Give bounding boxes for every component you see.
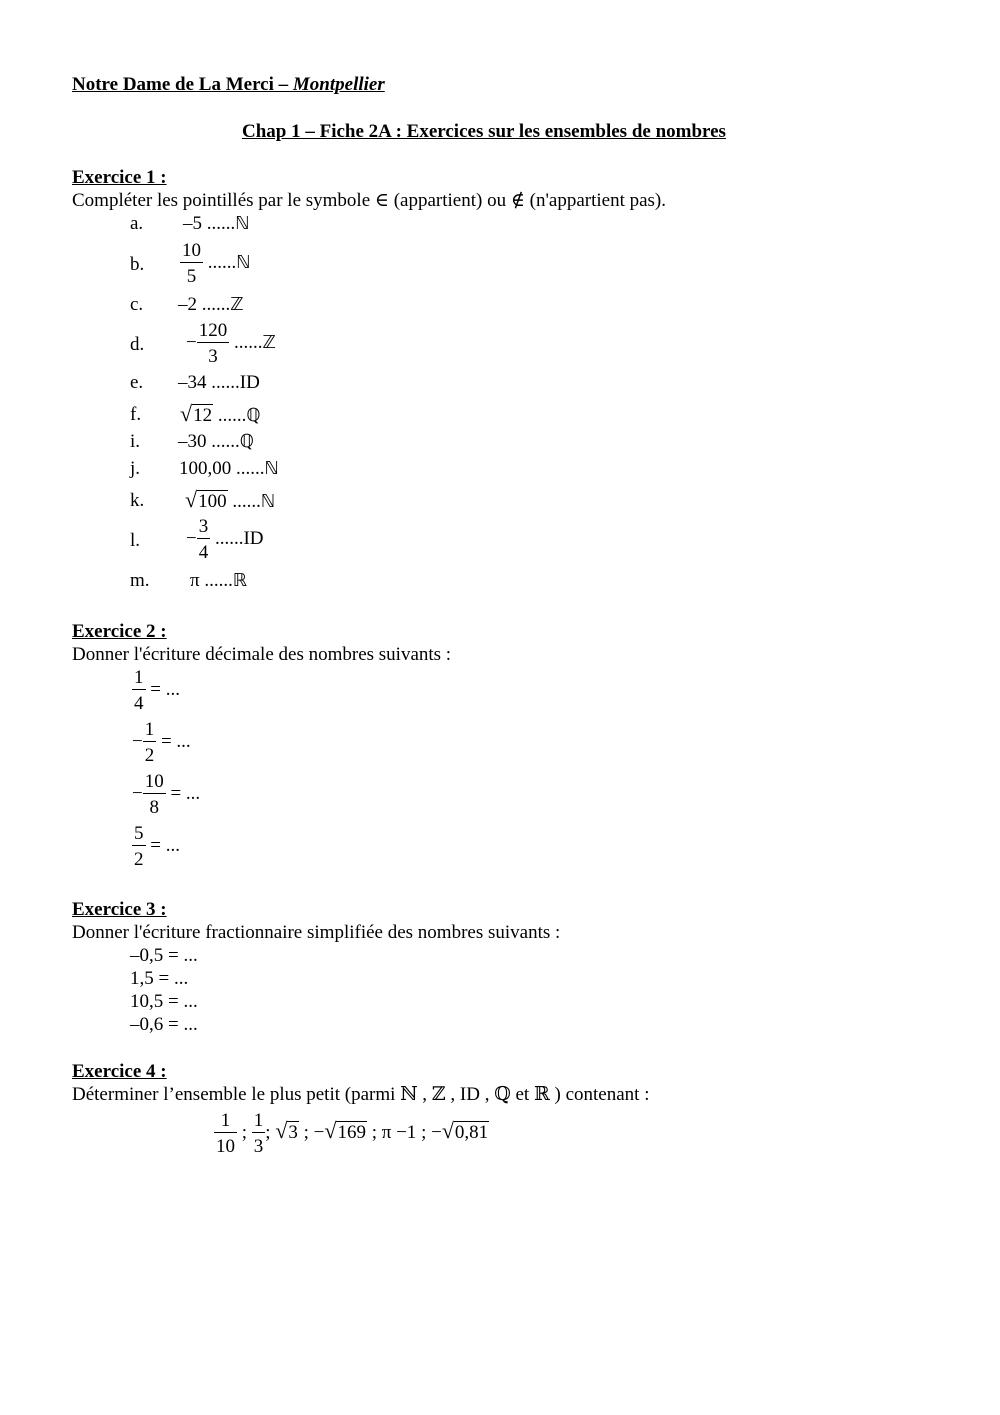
item-label: f.: [130, 404, 142, 425]
fraction-denominator: 10: [216, 1136, 235, 1157]
fraction: [143, 772, 166, 817]
exercise-4-heading: Exercice 4 :: [72, 1061, 167, 1082]
item-value: π: [190, 570, 200, 591]
fraction-numerator: 1: [134, 667, 144, 688]
square-root: [185, 489, 228, 511]
fraction-denominator: 3: [208, 346, 218, 367]
ex4-expression: [214, 1111, 489, 1156]
separator: ;: [241, 1121, 248, 1143]
ex1-item-k: [130, 487, 276, 512]
school-header: [72, 75, 385, 94]
ex1-item-c: [130, 294, 244, 315]
answer-blank: ......: [233, 331, 263, 353]
square-root: [441, 1117, 489, 1143]
separator: ;: [371, 1121, 377, 1143]
radical-sign: √: [324, 1117, 337, 1143]
ex1-item-i: [130, 431, 254, 452]
answer-blank: = ...: [170, 782, 201, 804]
minus-sign: −: [186, 527, 197, 549]
fraction-denominator: 2: [134, 849, 144, 870]
answer-blank: ......: [204, 570, 233, 591]
exercise-1-heading: Exercice 1 :: [72, 167, 167, 188]
ex2-item-3: [132, 772, 200, 817]
answer-blank: ......: [217, 405, 247, 426]
ex1-item-m: [130, 570, 248, 591]
item-label: l.: [130, 530, 141, 551]
fraction: [132, 824, 146, 869]
square-root: [275, 1117, 299, 1143]
item-value: –2: [178, 294, 197, 315]
minus-sign: −: [313, 1121, 325, 1143]
exercise-2-heading: Exercice 2 :: [72, 621, 167, 642]
ex3-item-3: 10,5 = ...: [130, 991, 198, 1012]
item-label: e.: [130, 372, 144, 393]
minus-sign: −: [132, 782, 143, 804]
ex2-item-1: [132, 668, 180, 713]
fraction-denominator: 8: [149, 797, 159, 818]
ex1-item-j: [130, 458, 279, 479]
set-symbol: ID: [243, 527, 264, 549]
radicand: 3: [288, 1121, 298, 1143]
fraction: [197, 321, 230, 366]
radical-sign: √: [441, 1117, 454, 1143]
minus-sign: −: [132, 730, 143, 752]
fraction: [252, 1111, 266, 1156]
set-symbol: ℕ: [260, 491, 276, 512]
ex1-item-a: [130, 213, 250, 234]
ex3-item-4: –0,6 = ...: [130, 1014, 198, 1035]
exercise-2-instruction: Donner l'écriture décimale des nombres suivants :: [72, 644, 452, 665]
ex1-item-d: [130, 320, 276, 367]
radical-sign: √: [185, 487, 198, 512]
fraction-numerator: 1: [144, 719, 155, 740]
item-label: j.: [130, 458, 141, 479]
item-label: i.: [130, 431, 141, 452]
square-root: [324, 1117, 367, 1143]
separator: ;: [421, 1121, 427, 1143]
item-value: –5: [183, 213, 202, 234]
answer-blank: = ...: [150, 834, 180, 856]
fraction-numerator: 1: [253, 1110, 264, 1131]
set-symbol: ℚ: [246, 405, 261, 426]
fraction: [214, 1111, 237, 1156]
radicand: 100: [198, 491, 227, 512]
ex1-item-f: [130, 401, 261, 426]
pi-expression: π −1: [381, 1121, 417, 1143]
answer-blank: ......: [206, 213, 236, 234]
set-symbol: ℚ: [239, 431, 254, 452]
ex1-item-l: [130, 516, 264, 563]
fraction-denominator: 4: [134, 693, 144, 714]
separator: ;: [265, 1121, 271, 1143]
set-symbol: ℕ: [236, 251, 251, 273]
fraction: [197, 517, 211, 562]
ex1-item-b: [130, 240, 251, 287]
fraction-numerator: 3: [198, 516, 209, 537]
radicand: 169: [337, 1121, 366, 1143]
set-symbol: ℤ: [262, 331, 276, 353]
fraction-numerator: 10: [182, 240, 201, 261]
ex2-item-4: [132, 824, 180, 869]
answer-blank: = ...: [160, 730, 191, 752]
radical-sign: √: [180, 401, 193, 426]
item-value: –34: [178, 372, 207, 393]
fraction-numerator: 5: [134, 823, 144, 844]
minus-sign: −: [431, 1121, 442, 1143]
item-label: m.: [130, 570, 150, 591]
minus-sign: −: [186, 331, 197, 353]
answer-blank: ......: [207, 251, 237, 273]
set-symbol: ℕ: [235, 213, 250, 234]
exercise-3-instruction: Donner l'écriture fractionnaire simplifiée des nombres suivants :: [72, 922, 561, 943]
item-label: c.: [130, 294, 144, 315]
set-symbol: ℝ: [232, 570, 248, 591]
answer-blank: ......: [236, 458, 265, 479]
fraction-denominator: 2: [144, 745, 155, 766]
fraction: [143, 720, 157, 765]
fraction-numerator: 1: [214, 1111, 237, 1133]
radicand: 12: [193, 405, 213, 426]
item-label: d.: [130, 334, 145, 355]
item-value: 100,00: [179, 458, 232, 479]
answer-blank: ......: [232, 491, 261, 512]
ex3-item-1: –0,5 = ...: [130, 945, 198, 966]
item-label: b.: [130, 254, 145, 275]
answer-blank: ......: [201, 294, 231, 315]
item-value: –30: [178, 431, 207, 452]
exercise-1-instruction: Compléter les pointillés par le symbole ∈ (appartient) ou ∉ (n'appartient pas).: [72, 190, 667, 211]
answer-blank: ......: [211, 372, 240, 393]
answer-blank: ......: [211, 431, 240, 452]
page-title: Chap 1 – Fiche 2A : Exercices sur les ensembles de nombres: [242, 121, 726, 142]
item-label: k.: [130, 490, 145, 511]
radicand: 0,81: [454, 1121, 489, 1143]
fraction-denominator: 4: [198, 542, 209, 563]
school-city: Montpellier: [292, 74, 385, 95]
set-symbol: ID: [239, 372, 260, 393]
fraction: [180, 241, 203, 286]
ex3-item-2: 1,5 = ...: [130, 968, 189, 989]
separator: ;: [303, 1121, 309, 1143]
ex1-item-e: [130, 372, 260, 393]
radical-sign: √: [275, 1117, 288, 1143]
set-symbol: ℤ: [230, 294, 244, 315]
answer-blank: ......: [214, 527, 244, 549]
answer-blank: = ...: [150, 678, 180, 700]
fraction-numerator: 120: [198, 320, 228, 341]
school-name: Notre Dame de La Merci –: [72, 74, 293, 95]
item-label: a.: [130, 213, 144, 234]
exercise-4-instruction: Déterminer l’ensemble le plus petit (parmi ℕ , ℤ , ID , ℚ et ℝ ) contenant :: [72, 1084, 650, 1105]
fraction-denominator: 3: [253, 1136, 264, 1157]
fraction-denominator: 5: [186, 266, 197, 287]
fraction: [132, 668, 146, 713]
ex2-item-2: [132, 720, 191, 765]
square-root: [180, 403, 213, 425]
fraction-numerator: 10: [144, 771, 164, 792]
exercise-3-heading: Exercice 3 :: [72, 899, 167, 920]
set-symbol: ℕ: [264, 458, 279, 479]
